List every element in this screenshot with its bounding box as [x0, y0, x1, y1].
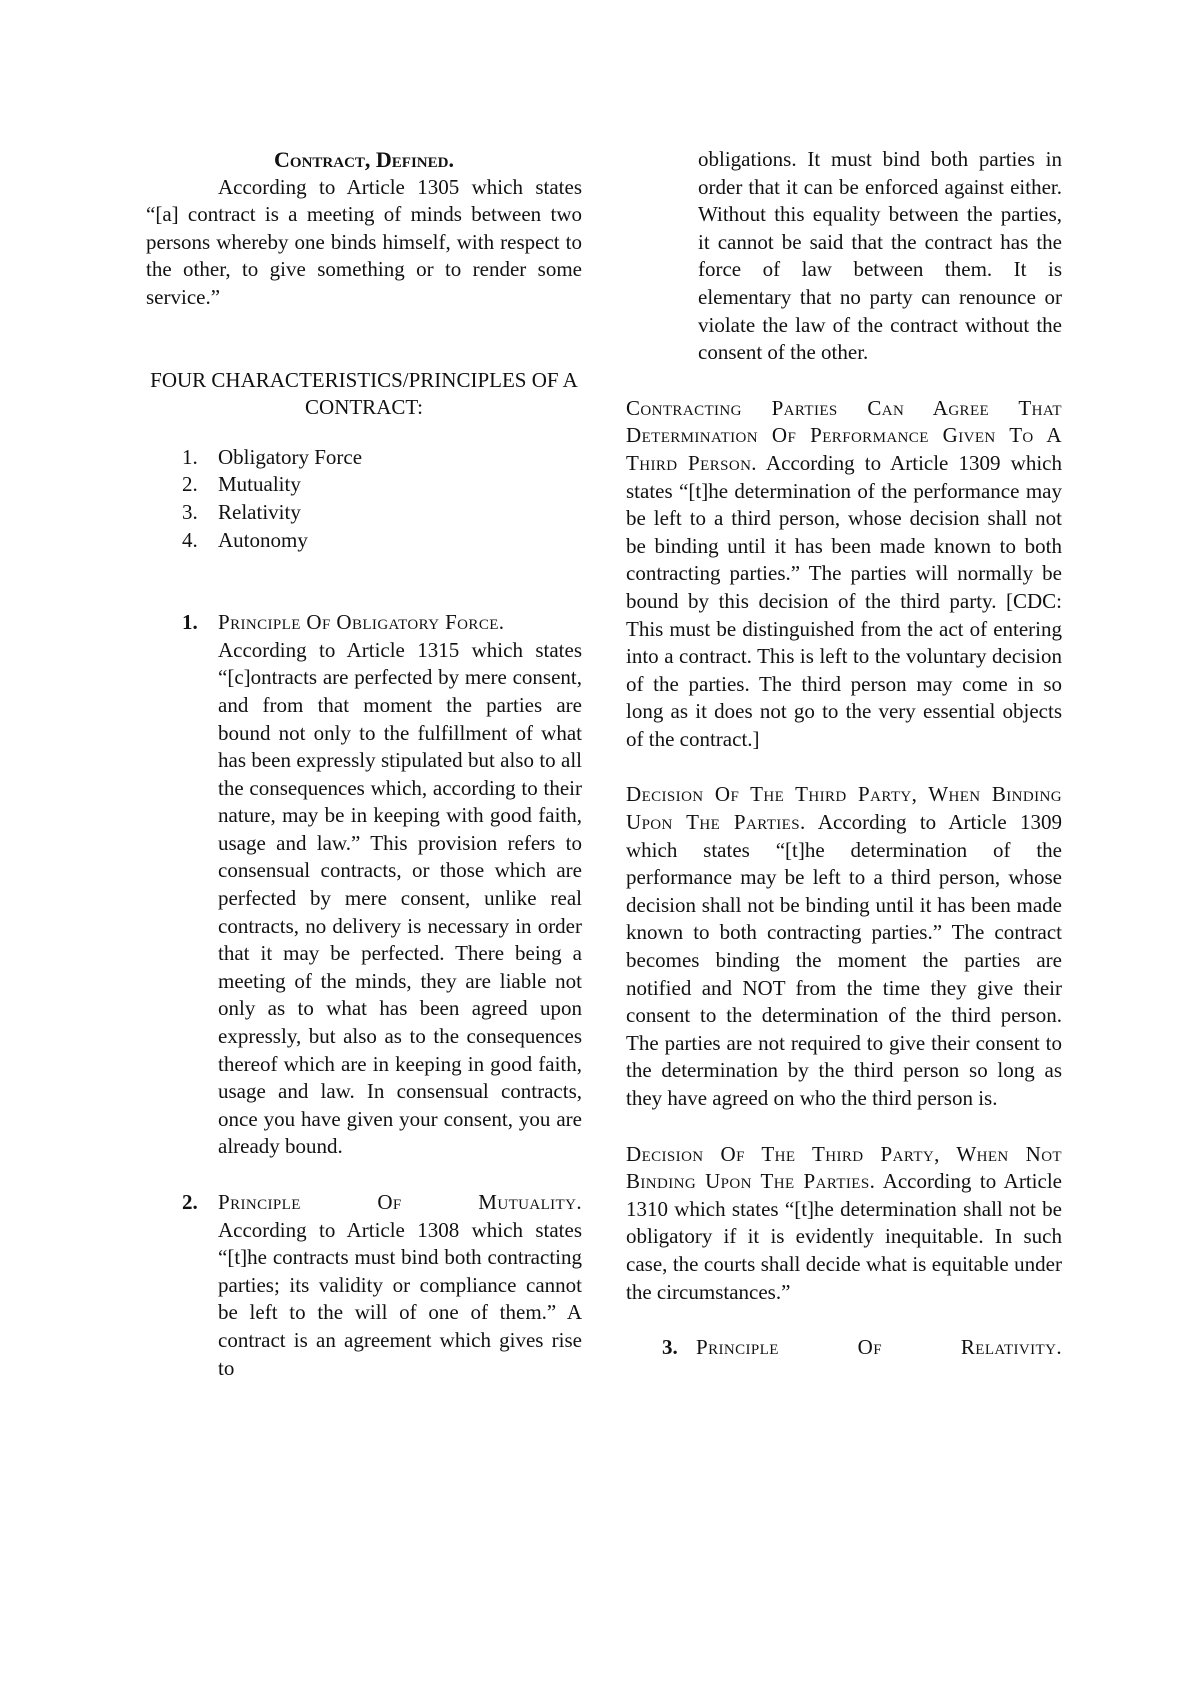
principle-relativity: 3. Principle Of Relativity.	[626, 1334, 1062, 1362]
section-third-person	[626, 395, 1062, 754]
principle-heading: Principle Of Obligatory Force.	[218, 610, 505, 635]
list-item: 3. Relativity	[182, 499, 301, 524]
section-when-not-binding	[626, 1141, 1062, 1307]
section-when-binding	[626, 781, 1062, 1112]
principle-body: According to Article 1315 which states “[c]ontracts are perfected by mere consent, and from that moment the parties are bound not only to the fulfillment of what has been expressly stipulated but also to all the consequences which, according to their nature, may be in keeping with good faith, usage and law.” This provision refers to consensual contracts, or those which are perfected by mere consent, unlike real contracts, no delivery is necessary in order that it may be perfected. There being a meeting of the minds, they are liable not only as to what has been agreed upon expressly, but also as to the consequences thereof which are in keeping in good faith, usage and law. In consensual contracts, once you have given your consent, you are already bound.	[218, 637, 582, 1159]
section-heading: Decision Of The Third Party, When Binding Upon The Parties.	[626, 782, 1062, 835]
section-title-contract-defined: Contract, Defined.	[274, 147, 454, 172]
continuation-paragraph: obligations. It must bind both parties in order that it can be enforced against either. Without this equality between the parties, it cannot be said that the contract has the force of law between them. It is elementary that no party can renounce or violate the law of the contract without the consent of the other.	[698, 147, 1062, 365]
section-body: According to Article 1309 which states “[t]he determination of the performance may be left to a third person, whose decision shall not be binding until it has been made known to both contracting parties.” The parties will normally be bound by this decision of the third party. [CDC: This must be distinguished from the act of entering into a contract. This is left to the voluntary decision of the parties. The third person may come in so long as it does not go to the very essential objects of the contract.]	[626, 450, 1063, 751]
principle-obligatory-force: 1. Principle Of Obligatory Force. According to Article 1315 which states “[c]ontracts are perfected by mere consent, and from that moment the parties are bound not only to the fulfillment of what has been expressly stipulated but also to all the consequences which, according to their nature, may be in keeping with good faith, usage and law.” This provision refers to consensual contracts, or those which are perfected by mere consent, unlike real contracts, no delivery is necessary in order that it may be perfected. There being a meeting of the minds, they are liable not only as to what has been agreed upon expressly, but also as to the consequences thereof which are in keeping in good faith, usage and law. In consensual contracts, once you have given your consent, you are already bound.	[146, 609, 582, 1161]
principle-mutuality: 2. Principle Of Mutuality. According to Article 1308 which states “[t]he contracts must bind both contracting parties; its validity or compliance cannot be left to the will of one of them.” A contract is an agreement which gives rise to	[146, 1189, 582, 1382]
list-item: 1. Obligatory Force	[182, 444, 363, 469]
right-column	[626, 146, 1062, 1362]
left-column	[146, 146, 582, 1382]
list-item: 2. Mutuality	[182, 472, 301, 497]
principle-body: According to Article 1308 which states “[t]he contracts must bind both contracting parties; its validity or compliance cannot be left to the will of one of them.” A contract is an agreement which gives rise to	[218, 1217, 582, 1380]
section-heading: Contracting Parties Can Agree That Determination Of Performance Given To A Third Person.	[626, 395, 1062, 475]
characteristics-list	[146, 444, 582, 554]
principle-heading: Principle Of Relativity.	[696, 1335, 1062, 1360]
section-body: According to Article 1310 which states “[t]he determination shall not be obligatory if it is evidently inequitable. In such case, the courts shall decide what is equitable under the circumstances.”	[626, 1169, 1062, 1304]
list-item: 4. Autonomy	[182, 527, 308, 552]
definition-paragraph: According to Article 1305 which states “[a] contract is a meeting of minds between two persons whereby one binds himself, with respect to the other, to give something or to render some service.”	[146, 174, 582, 309]
principle-heading: Principle Of Mutuality.	[218, 1190, 582, 1214]
section-body: According to Article 1309 which states “[t]he determination of the performance may be left to a third person, whose decision shall not be binding until it has been made known to both contracting parties.” The contract becomes binding the moment the parties are notified and NOT from the time they give their consent to the determination of the third person. The parties are not required to give their consent to the determination by the third person so long as they have agreed on who the third person is.	[626, 810, 1062, 1110]
characteristics-heading: FOUR CHARACTERISTICS/PRINCIPLES OF A CONTRACT:	[150, 367, 578, 420]
section-heading: Decision Of The Third Party, When Not Binding Upon The Parties.	[626, 1141, 1062, 1194]
